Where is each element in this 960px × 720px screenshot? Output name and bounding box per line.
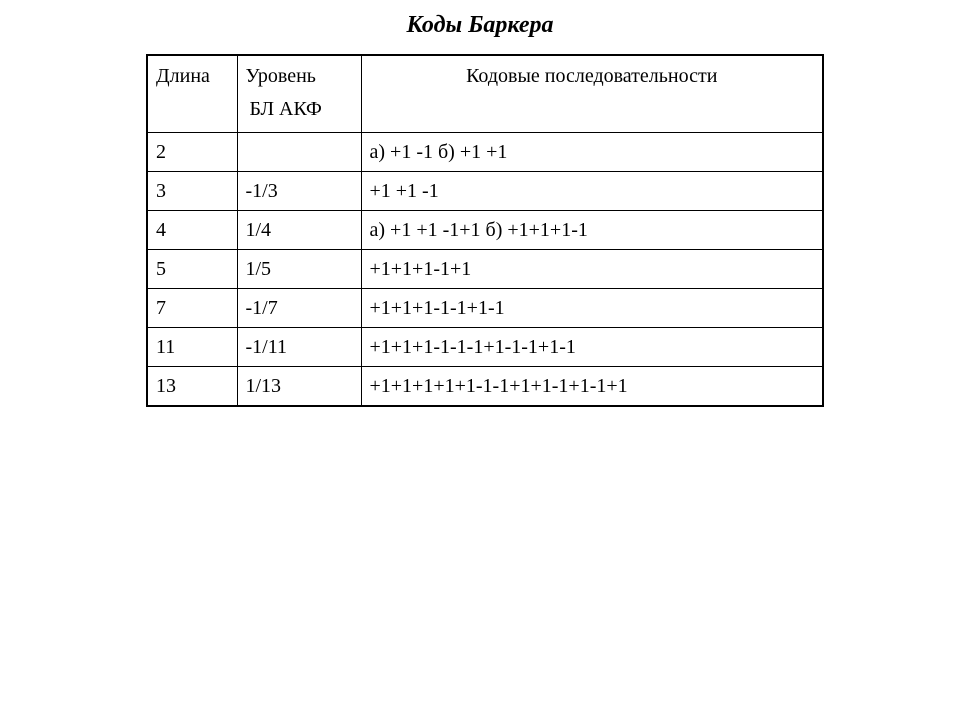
table-row <box>147 250 823 289</box>
header-sequences-label: Кодовые последовательности <box>466 65 718 87</box>
slide-title: Коды Баркера <box>406 12 554 38</box>
cell-level: 1/13 <box>237 367 361 407</box>
cell-sequence: а) +1 -1 б) +1 +1 <box>361 133 823 172</box>
table-row <box>147 172 823 211</box>
header-row <box>147 55 823 133</box>
cell-sequence: +1+1+1-1-1-1+1-1-1+1-1 <box>361 328 823 367</box>
cell-sequence: +1 +1 -1 <box>361 172 823 211</box>
cell-length: 13 <box>147 367 237 407</box>
cell-sequence: +1+1+1-1+1 <box>361 250 823 289</box>
table-row <box>147 328 823 367</box>
table-row <box>147 211 823 250</box>
cell-sequence: +1+1+1+1+1-1-1+1+1-1+1-1+1 <box>361 367 823 407</box>
table-body <box>147 133 823 407</box>
table-row <box>147 289 823 328</box>
cell-level <box>237 133 361 172</box>
header-level-line1: Уровень <box>245 65 316 87</box>
header-length-label: Длина <box>156 65 210 87</box>
cell-level: 1/4 <box>237 211 361 250</box>
cell-sequence: +1+1+1-1-1+1-1 <box>361 289 823 328</box>
table-row <box>147 133 823 172</box>
header-level <box>237 55 361 133</box>
table-row <box>147 367 823 407</box>
header-sequences <box>361 55 823 133</box>
cell-level: 1/5 <box>237 250 361 289</box>
cell-length: 7 <box>147 289 237 328</box>
header-level-line2: БЛ АКФ <box>249 98 322 120</box>
cell-length: 2 <box>147 133 237 172</box>
barker-codes-table <box>146 54 824 407</box>
cell-length: 4 <box>147 211 237 250</box>
cell-length: 11 <box>147 328 237 367</box>
header-length <box>147 55 237 133</box>
cell-level: -1/11 <box>237 328 361 367</box>
cell-length: 3 <box>147 172 237 211</box>
cell-length: 5 <box>147 250 237 289</box>
cell-level: -1/3 <box>237 172 361 211</box>
cell-level: -1/7 <box>237 289 361 328</box>
cell-sequence: а) +1 +1 -1+1 б) +1+1+1-1 <box>361 211 823 250</box>
table-header <box>147 55 823 133</box>
